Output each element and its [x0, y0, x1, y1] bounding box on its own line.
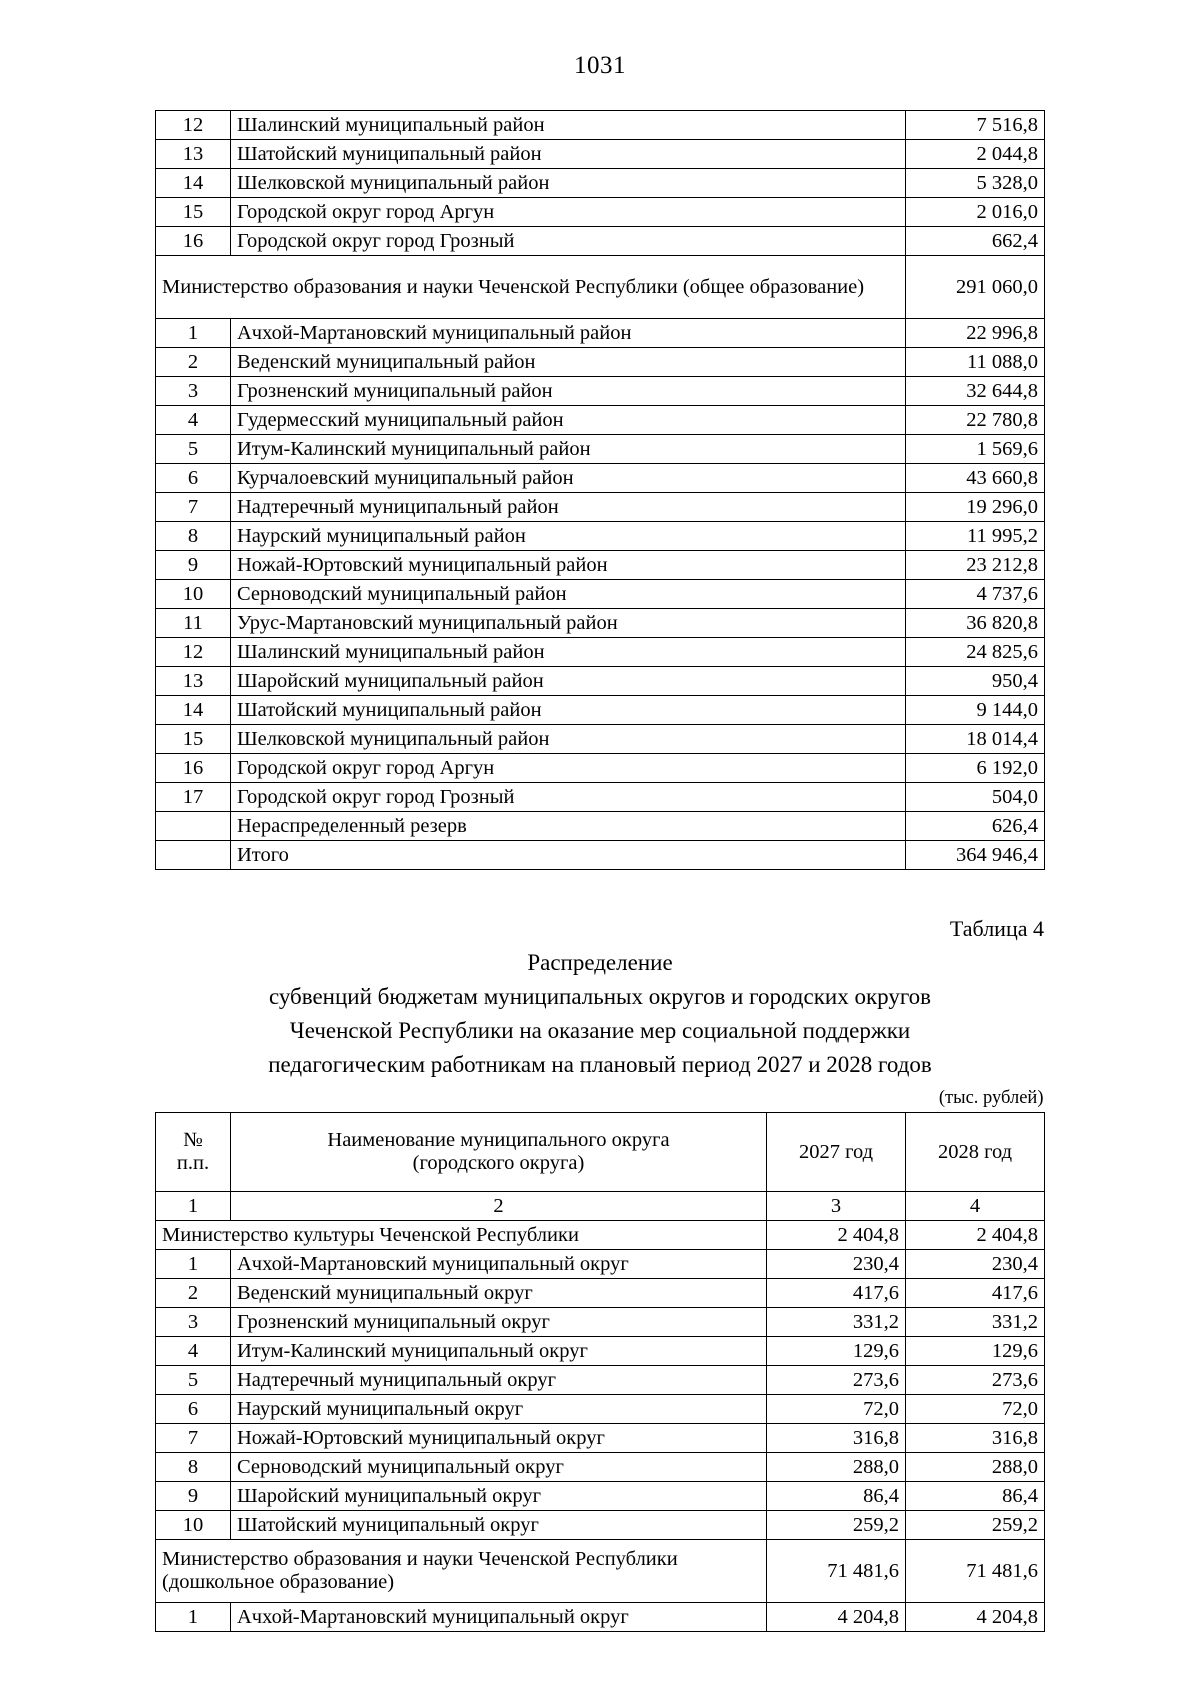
row-value: 43 660,8: [906, 464, 1045, 493]
section-header-value: 291 060,0: [906, 256, 1045, 319]
row-name: Гудермесский муниципальный район: [231, 406, 906, 435]
table-row: [156, 319, 1045, 348]
table-4-colnum-row: [156, 1192, 1045, 1221]
row-name: Итум-Калинский муниципальный район: [231, 435, 906, 464]
row-name: Итого: [231, 841, 906, 870]
row-value: 504,0: [906, 783, 1045, 812]
table-row: [156, 1395, 1045, 1424]
row-value: 7 516,8: [906, 111, 1045, 140]
table-4-label: Таблица 4: [949, 916, 1044, 941]
row-value: 950,4: [906, 667, 1045, 696]
row-value: 4 737,6: [906, 580, 1045, 609]
row-number: 15: [156, 198, 231, 227]
row-value: 22 780,8: [906, 406, 1045, 435]
table-row: [156, 580, 1045, 609]
row-number: 1: [156, 1250, 231, 1279]
row-value-2027: 72,0: [767, 1395, 906, 1424]
table-row: [156, 140, 1045, 169]
table-4-section-header-row-2: [156, 1540, 1045, 1603]
table-row: [156, 638, 1045, 667]
row-name: Ачхой-Мартановский муниципальный округ: [231, 1603, 767, 1632]
table-row: [156, 169, 1045, 198]
table-row: [156, 1337, 1045, 1366]
row-name: Шелковской муниципальный район: [231, 725, 906, 754]
header-year-2027: 2027 год: [767, 1113, 906, 1192]
row-value-2028: 273,6: [906, 1366, 1045, 1395]
row-value-2028: 316,8: [906, 1424, 1045, 1453]
row-value-2028: 230,4: [906, 1250, 1045, 1279]
table-4-header-row: [156, 1113, 1045, 1192]
row-number: 6: [156, 1395, 231, 1424]
row-name: Надтеречный муниципальный район: [231, 493, 906, 522]
row-value-2027: 259,2: [767, 1511, 906, 1540]
row-number: 10: [156, 1511, 231, 1540]
row-value: 23 212,8: [906, 551, 1045, 580]
header-year-2028: 2028 год: [906, 1113, 1045, 1192]
colnum-2: 2: [231, 1192, 767, 1221]
table-4-section-header-row: [156, 1221, 1045, 1250]
section-header-name: Министерство образования и науки Чеченской Республики (общее образование): [156, 256, 906, 319]
header-number-line-2: п.п.: [176, 1152, 210, 1175]
colnum-3: 3: [767, 1192, 906, 1221]
row-name: Серноводский муниципальный округ: [231, 1453, 767, 1482]
table-row: [156, 1603, 1045, 1632]
title-line-4: педагогическим работникам на плановый период 2027 и 2028 годов: [268, 1052, 932, 1078]
table-row: [156, 551, 1045, 580]
row-name: Шелковской муниципальный район: [231, 169, 906, 198]
page-number: 1031: [574, 52, 626, 79]
row-number: 17: [156, 783, 231, 812]
row-name: Веденский муниципальный округ: [231, 1279, 767, 1308]
title-line-2: субвенций бюджетам муниципальных округов и городских округов: [268, 984, 932, 1010]
row-value-2027: 331,2: [767, 1308, 906, 1337]
section-1-value-2027: 2 404,8: [767, 1221, 906, 1250]
section-1-value-2028: 2 404,8: [906, 1221, 1045, 1250]
row-name: Надтеречный муниципальный округ: [231, 1366, 767, 1395]
row-name: Веденский муниципальный район: [231, 348, 906, 377]
row-name: Шаройский муниципальный округ: [231, 1482, 767, 1511]
row-value-2028: 259,2: [906, 1511, 1045, 1540]
row-value-2027: 273,6: [767, 1366, 906, 1395]
row-name: Итум-Калинский муниципальный округ: [231, 1337, 767, 1366]
row-number: 7: [156, 493, 231, 522]
row-value: 32 644,8: [906, 377, 1045, 406]
table-continued-previous: [155, 110, 1045, 870]
row-name: Урус-Мартановский муниципальный район: [231, 609, 906, 638]
table-4-units: (тыс. рублей): [938, 1088, 1044, 1109]
row-name: Шатойский муниципальный округ: [231, 1511, 767, 1540]
row-name: Ножай-Юртовский муниципальный округ: [231, 1424, 767, 1453]
row-value-2027: 417,6: [767, 1279, 906, 1308]
row-number: 11: [156, 609, 231, 638]
table-row: [156, 1424, 1045, 1453]
row-number: 1: [156, 1603, 231, 1632]
row-number: 4: [156, 406, 231, 435]
row-value: 18 014,4: [906, 725, 1045, 754]
table-row: [156, 783, 1045, 812]
row-number: 1: [156, 319, 231, 348]
table-row: [156, 1250, 1045, 1279]
row-number: 8: [156, 1453, 231, 1482]
row-value-2028: 331,2: [906, 1308, 1045, 1337]
row-value: 626,4: [906, 812, 1045, 841]
row-number: 7: [156, 1424, 231, 1453]
row-number: 3: [156, 377, 231, 406]
row-number: 13: [156, 667, 231, 696]
row-name: Грозненский муниципальный округ: [231, 1308, 767, 1337]
row-value-2027: 316,8: [767, 1424, 906, 1453]
row-value-2028: 129,6: [906, 1337, 1045, 1366]
row-value: 11 995,2: [906, 522, 1045, 551]
row-name: Курчалоевский муниципальный район: [231, 464, 906, 493]
row-value: 364 946,4: [906, 841, 1045, 870]
table-row: [156, 198, 1045, 227]
row-name: Ачхой-Мартановский муниципальный округ: [231, 1250, 767, 1279]
table-row: [156, 1279, 1045, 1308]
table-row: [156, 667, 1045, 696]
table-row-reserve: [156, 812, 1045, 841]
title-line-3: Чеченской Республики на оказание мер социальной поддержки: [289, 1018, 911, 1044]
row-number: 2: [156, 348, 231, 377]
section-2-value-2027: 71 481,6: [767, 1540, 906, 1603]
section-2-value-2028: 71 481,6: [906, 1540, 1045, 1603]
row-number: 16: [156, 754, 231, 783]
table-row: [156, 1453, 1045, 1482]
header-number-line-1: №: [183, 1129, 203, 1152]
row-number: 12: [156, 111, 231, 140]
row-name: Городской округ город Грозный: [231, 227, 906, 256]
title-line-1: Распределение: [527, 950, 673, 975]
section-1-name: Министерство культуры Чеченской Республики: [156, 1221, 767, 1250]
row-value-2027: 86,4: [767, 1482, 906, 1511]
row-value-2027: 129,6: [767, 1337, 906, 1366]
table-row-total: [156, 841, 1045, 870]
colnum-4: 4: [906, 1192, 1045, 1221]
row-value: 5 328,0: [906, 169, 1045, 198]
table-row: [156, 406, 1045, 435]
row-number: 15: [156, 725, 231, 754]
header-name-col: [231, 1113, 767, 1192]
row-name: Городской округ город Грозный: [231, 783, 906, 812]
row-value: 6 192,0: [906, 754, 1045, 783]
row-value-2028: 72,0: [906, 1395, 1045, 1424]
row-value-2027: 288,0: [767, 1453, 906, 1482]
table-body: [156, 111, 1045, 870]
header-number-col: [156, 1113, 231, 1192]
row-value-2027: 4 204,8: [767, 1603, 906, 1632]
row-number: 3: [156, 1308, 231, 1337]
row-number: [156, 841, 231, 870]
table-row: [156, 493, 1045, 522]
row-value-2028: 4 204,8: [906, 1603, 1045, 1632]
row-value: 2 044,8: [906, 140, 1045, 169]
row-name: Шатойский муниципальный район: [231, 140, 906, 169]
row-number: 10: [156, 580, 231, 609]
table-row: [156, 464, 1045, 493]
row-name: Ножай-Юртовский муниципальный район: [231, 551, 906, 580]
row-number: 5: [156, 1366, 231, 1395]
row-number: 14: [156, 169, 231, 198]
row-value-2028: 288,0: [906, 1453, 1045, 1482]
row-value: 22 996,8: [906, 319, 1045, 348]
row-number: 14: [156, 696, 231, 725]
row-number: 9: [156, 1482, 231, 1511]
row-name: Нераспределенный резерв: [231, 812, 906, 841]
header-name-line-2: (городского округа): [412, 1152, 585, 1175]
row-number: 6: [156, 464, 231, 493]
row-name: Шалинский муниципальный район: [231, 111, 906, 140]
colnum-1: 1: [156, 1192, 231, 1221]
row-name: Серноводский муниципальный район: [231, 580, 906, 609]
section-2-name-line-2: (дошкольное образование): [162, 1571, 395, 1594]
row-value-2027: 230,4: [767, 1250, 906, 1279]
row-number: 4: [156, 1337, 231, 1366]
row-value: 24 825,6: [906, 638, 1045, 667]
row-value: 19 296,0: [906, 493, 1045, 522]
row-name: Грозненский муниципальный район: [231, 377, 906, 406]
table-row: [156, 1366, 1045, 1395]
table-row: [156, 1308, 1045, 1337]
row-value-2028: 417,6: [906, 1279, 1045, 1308]
row-number: 13: [156, 140, 231, 169]
row-value: 662,4: [906, 227, 1045, 256]
row-number: 2: [156, 1279, 231, 1308]
row-name: Шаройский муниципальный район: [231, 667, 906, 696]
row-number: 16: [156, 227, 231, 256]
table-4-body: [156, 1113, 1045, 1632]
table-row: [156, 725, 1045, 754]
table-row: [156, 111, 1045, 140]
table-row: [156, 754, 1045, 783]
row-number: 5: [156, 435, 231, 464]
row-number: 9: [156, 551, 231, 580]
row-name: Шалинский муниципальный район: [231, 638, 906, 667]
table-row: [156, 696, 1045, 725]
table-row: [156, 227, 1045, 256]
section-2-name-line-1: Министерство образования и науки Чеченской Республики: [162, 1548, 678, 1571]
row-name: Шатойский муниципальный район: [231, 696, 906, 725]
table-section-header-row: [156, 256, 1045, 319]
table-row: [156, 1511, 1045, 1540]
row-value: 2 016,0: [906, 198, 1045, 227]
row-name: Городской округ город Аргун: [231, 198, 906, 227]
table-4: [155, 1112, 1045, 1632]
row-number: [156, 812, 231, 841]
row-value-2028: 86,4: [906, 1482, 1045, 1511]
row-name: Наурский муниципальный район: [231, 522, 906, 551]
table-row: [156, 609, 1045, 638]
row-number: 12: [156, 638, 231, 667]
table-row: [156, 1482, 1045, 1511]
table-row: [156, 522, 1045, 551]
table-4-title: [155, 946, 1045, 1082]
row-value: 36 820,8: [906, 609, 1045, 638]
row-value: 9 144,0: [906, 696, 1045, 725]
row-name: Городской округ город Аргун: [231, 754, 906, 783]
row-value: 11 088,0: [906, 348, 1045, 377]
row-name: Наурский муниципальный округ: [231, 1395, 767, 1424]
table-row: [156, 348, 1045, 377]
table-row: [156, 377, 1045, 406]
row-name: Ачхой-Мартановский муниципальный район: [231, 319, 906, 348]
section-2-name: [156, 1540, 767, 1603]
row-number: 8: [156, 522, 231, 551]
table-row: [156, 435, 1045, 464]
header-name-line-1: Наименование муниципального округа: [327, 1129, 670, 1152]
row-value: 1 569,6: [906, 435, 1045, 464]
